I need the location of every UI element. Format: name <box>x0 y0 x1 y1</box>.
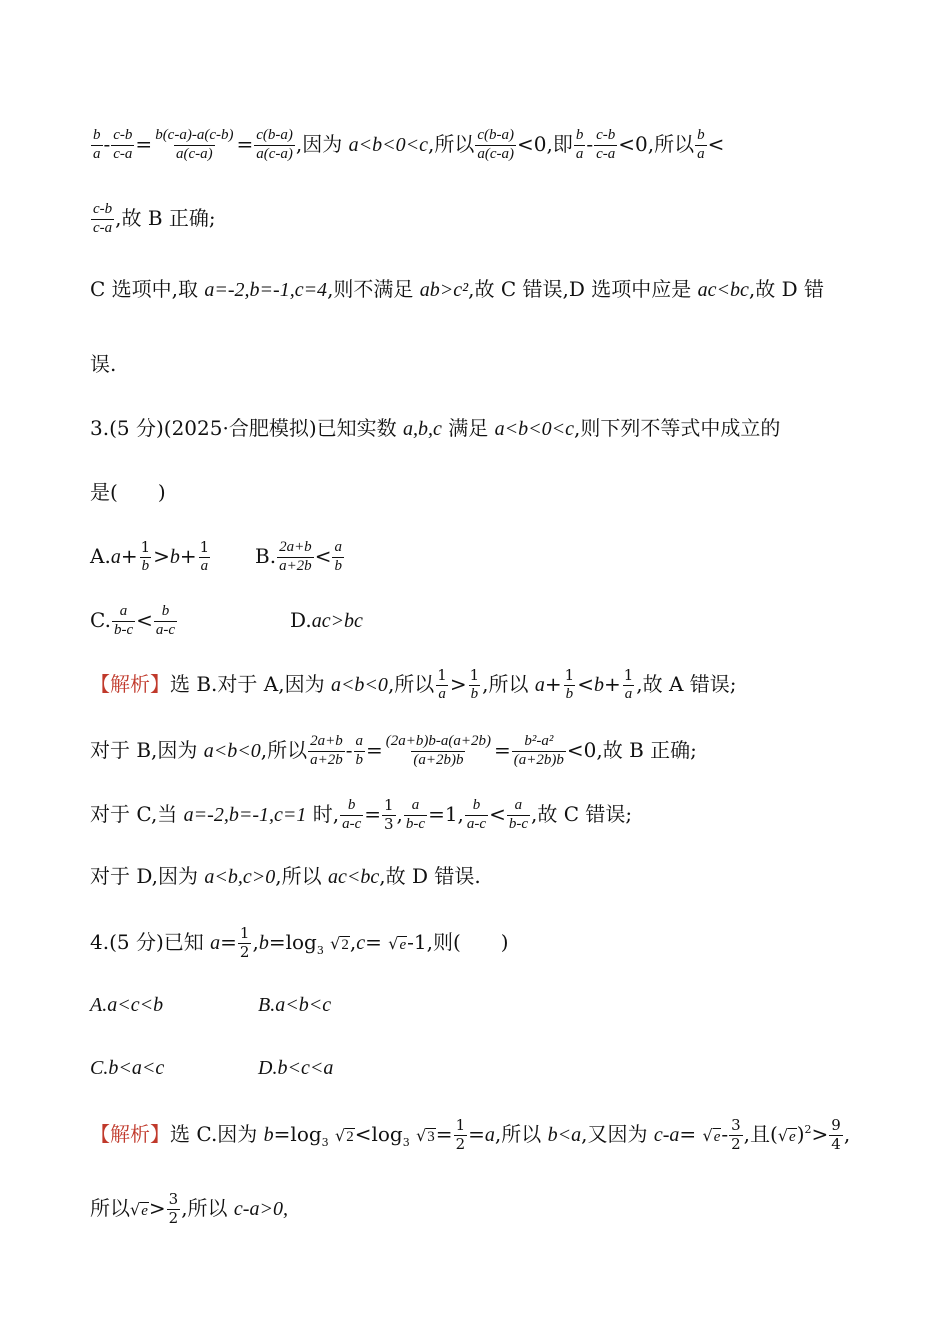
fraction: $\frac{b(c-a)-a(c-b)}{a(c-a)}$ <box>155 127 234 162</box>
fraction: $\frac{c-b}{c-a}$ <box>113 127 133 162</box>
option-c: C. $\frac{a}{b-c}$ < $\frac{b}{a-c}$ <box>90 603 176 638</box>
solution-3-line-4: 对于 D,因为 a<b,c>0,所以 ac<bc,故 D 错误. <box>90 864 481 888</box>
option-d: D.b<c<a <box>258 1057 334 1079</box>
solution-3-line-3: 对于 C,当 a=-2,b=-1,c=1 时, $\frac{b}{a-c}$ = $\frac{1}{3}$ , $\frac{a}{b-c}$ =1, $\frac{b}{a-c}$ < $\frac{a}{b-c}$ ,故 C 错误; <box>90 796 633 833</box>
option-b: B.a<b<c <box>258 994 332 1016</box>
option-a: A.a<c<b <box>90 994 164 1016</box>
option-c: C.b<a<c <box>90 1057 165 1079</box>
question-3-stem-2: 是( ) <box>90 480 166 504</box>
solution-line-2: $\frac{c-b}{c-a}$ ,故 B 正确; <box>93 201 216 236</box>
question-3-stem: 3.(5 分)(2025·合肥模拟)已知实数 a,b,c 满足 a<b<0<c,则下列不等式中成立的 <box>90 416 781 440</box>
question-3-options-ab <box>90 540 890 575</box>
solution-4-line-2: 所以√e> $\frac{3}{2}$ ,所以 c-a>0, <box>90 1190 288 1227</box>
question-4-options-ab <box>90 994 890 1015</box>
analysis-tag: 【解析】 <box>90 671 170 696</box>
option-b: B. $\frac{2a+b}{a+2b}$ < $\frac{a}{b}$ <box>255 539 342 574</box>
option-a: A.a+ $\frac{1}{b}$ >b+ $\frac{1}{a}$ <box>90 538 210 574</box>
question-3-options-cd <box>90 604 890 639</box>
solution-3-line-1: 【解析】选 B.对于 A,因为 a<b<0,所以 $\frac{1}{a}$ > $\frac{1}{b}$ ,所以 a+ $\frac{1}{b}$ <b+ $\frac{1}{a}$ ,故 A 错误; <box>90 666 737 702</box>
question-4-stem: 4.(5 分)已知 a= $\frac{1}{2}$ $,b=\log_3$ √2,c= √e-1,则( ) <box>90 924 509 961</box>
fraction: $\frac{b}{a}$ <box>93 127 101 162</box>
solution-line-1: $\frac{b}{a}$ - $\frac{c-b}{c-a}$ = $\frac{b(c-a)-a(c-b)}{a(c-a)}$ = $\frac{c(b-a)}{a(c-a)}$ ,因为 a<b<0<c,所以 $\frac{c(b-a)}{a(c-a)}$ <0,即 $\frac{b}{a}$ - $\frac{c-b}{c-a}$ <0,所以 $\frac{b}{a}$ < <box>93 127 725 162</box>
solution-line-3: C 选项中,取 a=-2,b=-1,c=4,则不满足 ab>c²,故 C 错误,D 选项中应是 ac<bc,故 D 错 <box>90 277 824 301</box>
question-4-options-cd <box>90 1057 890 1078</box>
solution-4-line-1: 【解析】选 C.因为 $b=\log_3$ $√2<\log_3$ √3= $\frac{1}{2}$ =a,所以 b<a,又因为 c-a= √e- $\frac{3}{2}$ ,且$(√e)^2>$ $\frac{9}{4}$ , <box>90 1116 851 1153</box>
option-d: D.ac>bc <box>290 607 363 632</box>
fraction: $\frac{c(b-a)}{a(c-a)}$ <box>256 127 293 162</box>
analysis-tag: 【解析】 <box>90 1121 170 1146</box>
solution-line-3b: 误. <box>90 352 117 376</box>
solution-3-line-2: 对于 B,因为 a<b<0,所以 $\frac{2a+b}{a+2b}$ - $\frac{a}{b}$ = $\frac{(2a+b)b-a(a+2b)}{(a+2b)b}$ = $\frac{\text{b²-a²}}{(a+2b)b}$ <0,故 B 正确; <box>90 733 697 768</box>
